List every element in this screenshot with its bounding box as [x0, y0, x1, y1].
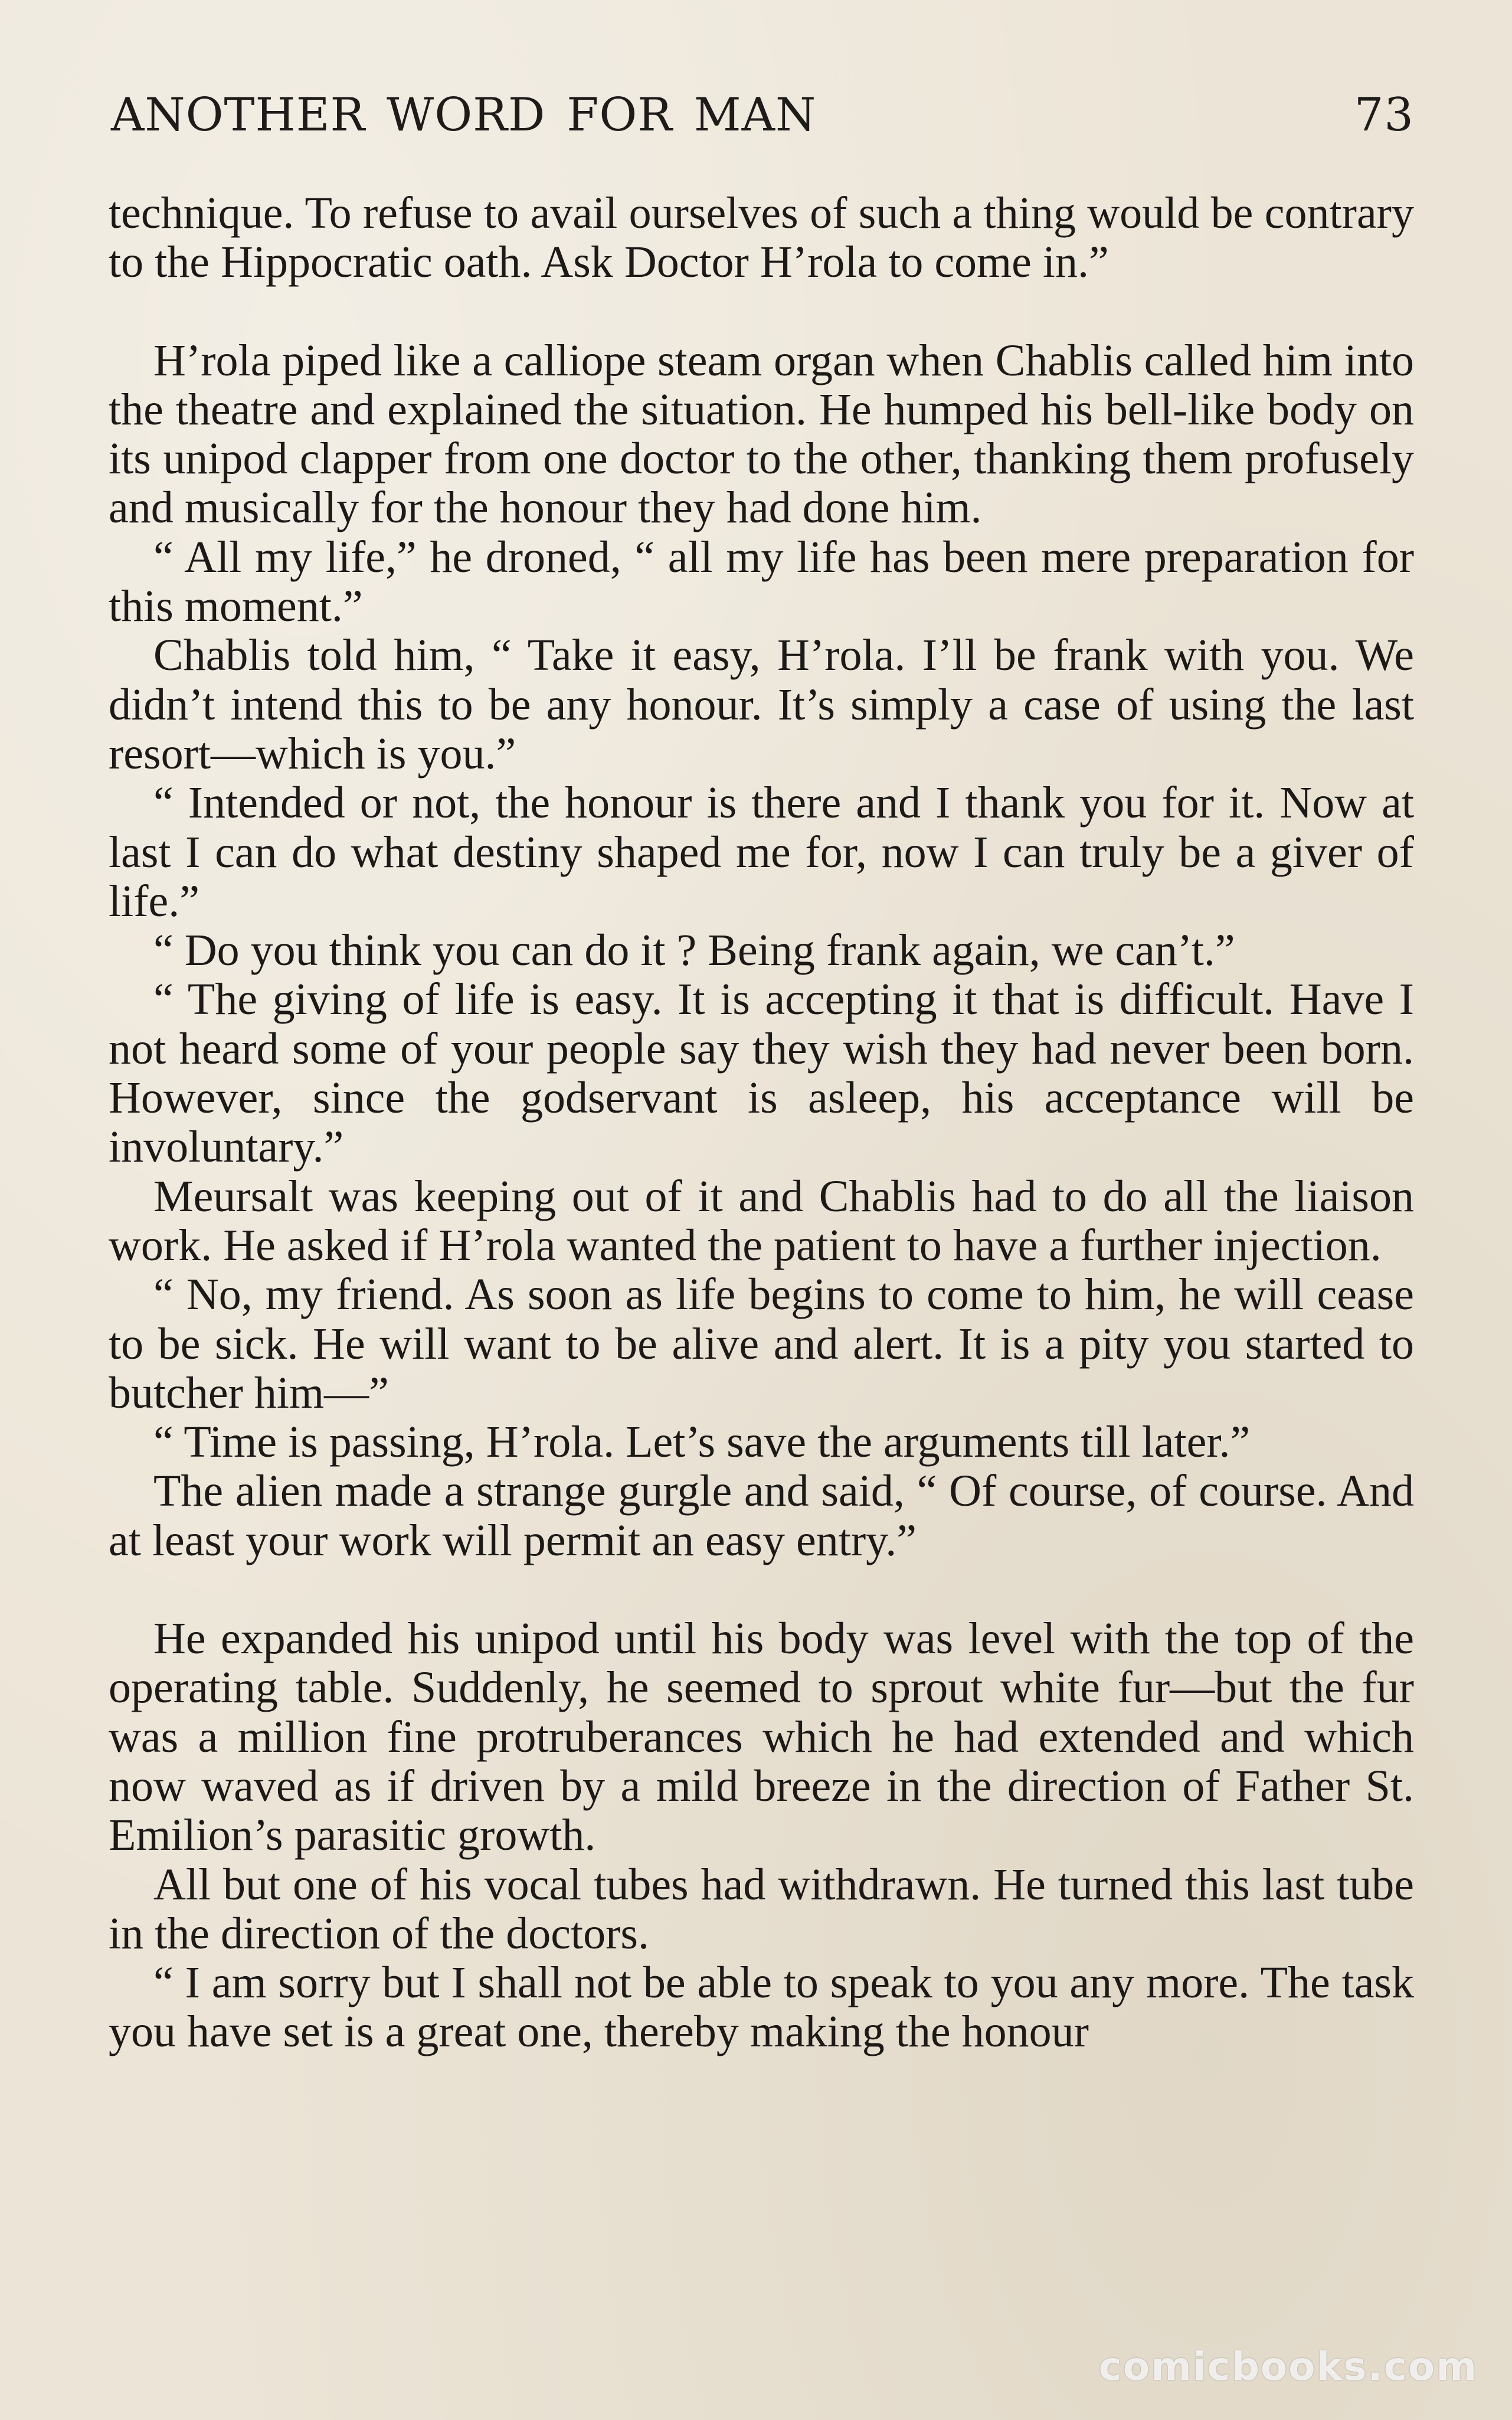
paragraph: technique. To refuse to avail ourselves of such a thing would be contrary to the Hippocratic oath. Ask Doctor H’rola to come in.” [109, 188, 1414, 287]
page-header [111, 89, 1414, 159]
running-head: ANOTHER WORD FOR MAN [111, 89, 817, 142]
page-number: 73 [1354, 89, 1414, 142]
paragraph: Meursalt was keeping out of it and Chablis had to do all the liaison work. He asked if H’rola wanted the patient to have a further injection. [109, 1171, 1414, 1270]
watermark-text: comicbooks.com [1098, 2344, 1478, 2389]
paragraph: “ No, my friend. As soon as life begins to come to him, he will cease to be sick. He will want to be alive and alert. It is a pity you started to butcher him—” [109, 1270, 1414, 1418]
paragraph: Chablis told him, “ Take it easy, H’rola. I’ll be frank with you. We didn’t intend this to be any honour. It’s simply a case of using the last resort—which is you.” [109, 630, 1414, 779]
paragraph: All but one of his vocal tubes had withdrawn. He turned this last tube in the direction of the doctors. [109, 1859, 1414, 1958]
paragraph: “ Intended or not, the honour is there and I thank you for it. Now at last I can do what destiny shaped me for, now I can truly be a giver of life.” [109, 778, 1414, 926]
paragraph: He expanded his unipod until his body was level with the top of the operating table. Suddenly, he seemed to sprout white fur—but the fur was a million fine protruberances which he had extended and which now waved as if driven by a mild breeze in the direction of Father St. Emilion’s parasitic growth. [109, 1614, 1414, 1860]
body-text [109, 189, 1414, 2057]
paragraph: “ The giving of life is easy. It is accepting it that is difficult. Have I not heard some of your people say they wish they had never been born. However, since the godservant is asleep, his acceptance will be involuntary.” [109, 974, 1414, 1172]
paragraph: “ Do you think you can do it ? Being frank again, we can’t.” [153, 926, 1235, 976]
paragraph: The alien made a strange gurgle and said, “ Of course, of course. And at least your work will permit an easy entry.” [109, 1466, 1414, 1565]
paragraph: “ I am sorry but I shall not be able to speak to you any more. The task you have set is a great one, thereby making the honour [109, 1958, 1414, 2057]
paragraph: “ Time is passing, H’rola. Let’s save the arguments till later.” [153, 1417, 1251, 1467]
paragraph: “ All my life,” he droned, “ all my life has been mere preparation for this moment.” [109, 532, 1414, 632]
paragraph: H’rola piped like a calliope steam organ when Chablis called him into the theatre and explained the situation. He humped his bell-like body on its unipod clapper from one doctor to the other, thanking them profusely and musically for the honour they had done him. [109, 335, 1414, 533]
